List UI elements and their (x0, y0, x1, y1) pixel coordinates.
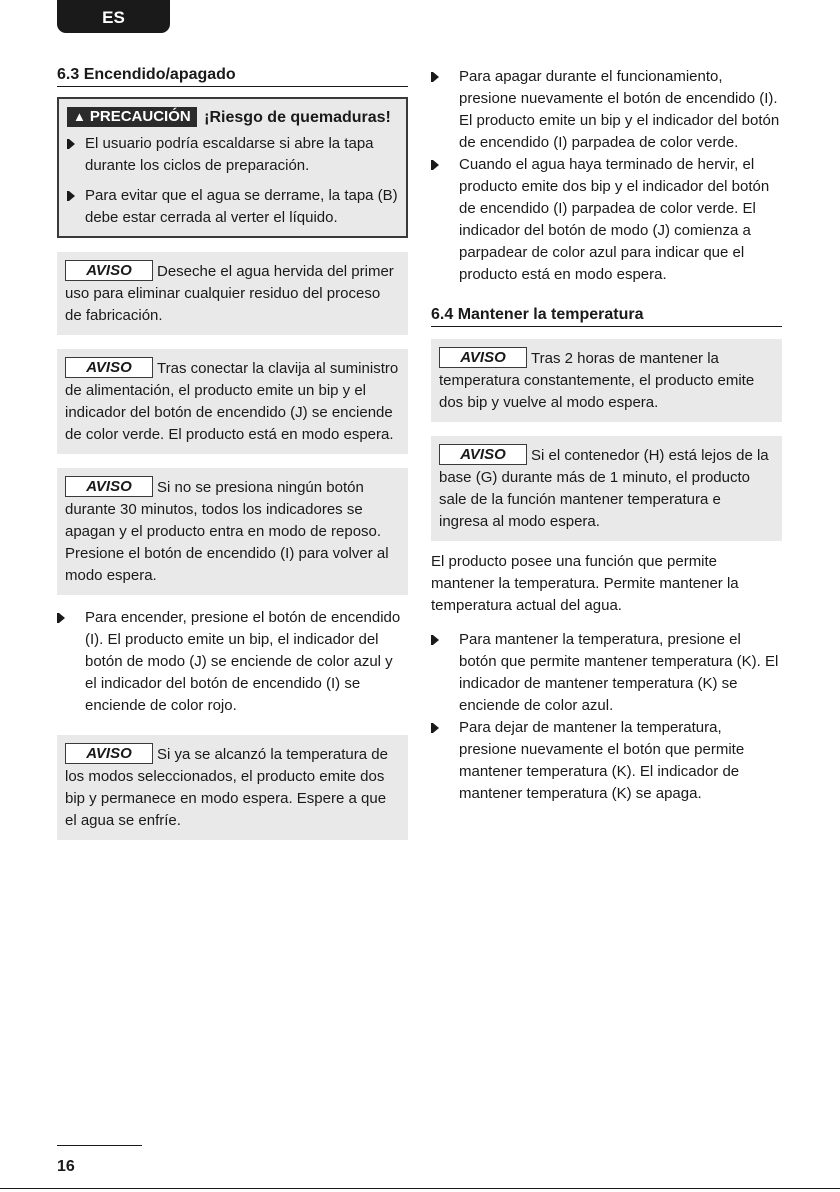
footer-rule (57, 1145, 142, 1146)
notice-text: Si no se presiona ningún botón durante 30 minutos, todos los indicadores se apagan y el producto entra en modo de reposo. Presione el botón de encendido (I) para volver al modo espera. (65, 479, 389, 584)
bullet-icon (69, 191, 75, 201)
caution-list (67, 133, 398, 229)
right-column (431, 66, 782, 805)
list-item: Para dejar de mantener la temperatura, presione nuevamente el botón que permite mantener temperatura (K). El indicador de mantener temperatura (K) se apaga. (431, 717, 782, 805)
notice-text: Deseche el agua hervida del primer uso para eliminar cualquier residuo del proceso de fabricación. (65, 263, 394, 324)
list-item: Para apagar durante el funcionamiento, presione nuevamente el botón de encendido (I). El producto emite un bip y el indicador del botón de encendido (I) parpadea de color verde. (431, 66, 782, 154)
language-tab: ES (57, 0, 170, 33)
section-title-power: 6.3 Encendido/apagado (57, 66, 408, 87)
notice-text: Tras conectar la clavija al suministro de alimentación, el producto emite un bip y el indicador del botón de encendido (J) se enciende de color verde. El producto está en modo espera. (65, 360, 399, 443)
left-column (57, 66, 408, 840)
caution-heading-text: ¡Riesgo de quemaduras! (204, 109, 391, 126)
notice-text: Tras 2 horas de mantener la temperatura constantemente, el producto emite dos bip y vuelve al modo espera. (439, 350, 755, 411)
aviso-label: AVISO (65, 260, 153, 281)
power-off-list (431, 66, 782, 286)
notice-box (57, 252, 408, 335)
page-number: 16 (57, 1158, 75, 1175)
bottom-rule (0, 1188, 840, 1189)
notice-box (431, 339, 782, 422)
power-on-list (57, 607, 408, 717)
bullet-icon (433, 160, 439, 170)
bullet-icon (433, 72, 439, 82)
aviso-label: AVISO (439, 444, 527, 465)
keep-warm-list (431, 629, 782, 805)
aviso-label: AVISO (439, 347, 527, 368)
bullet-icon (69, 139, 75, 149)
notice-box (57, 735, 408, 840)
caution-badge: ▲ PRECAUCIÓN (67, 107, 197, 127)
bullet-icon (59, 613, 65, 623)
notice-text: Si el contenedor (H) está lejos de la base (G) durante más de 1 minuto, el producto sale de la función mantener temperatura e ingresa al modo espera. (439, 447, 769, 530)
notice-text: Si ya se alcanzó la temperatura de los modos seleccionados, el producto emite dos bip y permanece en modo espera. Espere a que el agua se enfríe. (65, 746, 388, 829)
list-item: Para evitar que el agua se derrame, la tapa (B) debe estar cerrada al verter el líquido. (67, 185, 398, 229)
notice-box (57, 349, 408, 454)
caution-box (57, 97, 408, 238)
list-item: Para encender, presione el botón de encendido (I). El producto emite un bip, el indicador del botón de modo (J) se enciende de color azul y el indicador del botón de encendido (I) se enciende de color rojo. (57, 607, 408, 717)
list-item: Para mantener la temperatura, presione el botón que permite mantener temperatura (K). El indicador de mantener temperatura (K) se enciende de color azul. (431, 629, 782, 717)
aviso-label: AVISO (65, 357, 153, 378)
aviso-label: AVISO (65, 743, 153, 764)
notice-box (57, 468, 408, 595)
section-title-keep-warm: 6.4 Mantener la temperatura (431, 306, 782, 327)
caution-heading (67, 107, 398, 129)
keep-warm-description: El producto posee una función que permite mantener la temperatura. Permite mantener la temperatura actual del agua. (431, 553, 739, 614)
aviso-label: AVISO (65, 476, 153, 497)
bullet-icon (433, 635, 439, 645)
list-item: Cuando el agua haya terminado de hervir, el producto emite dos bip y el indicador del botón de encendido (I) parpadea de color verde. El indicador del botón de modo (J) comienza a parpadear de color azul para indicar que el producto está en modo espera. (431, 154, 782, 286)
bullet-icon (433, 723, 439, 733)
warning-triangle-icon: ▲ (73, 109, 86, 124)
notice-box (431, 436, 782, 541)
list-item: El usuario podría escaldarse si abre la tapa durante los ciclos de preparación. (67, 133, 398, 177)
